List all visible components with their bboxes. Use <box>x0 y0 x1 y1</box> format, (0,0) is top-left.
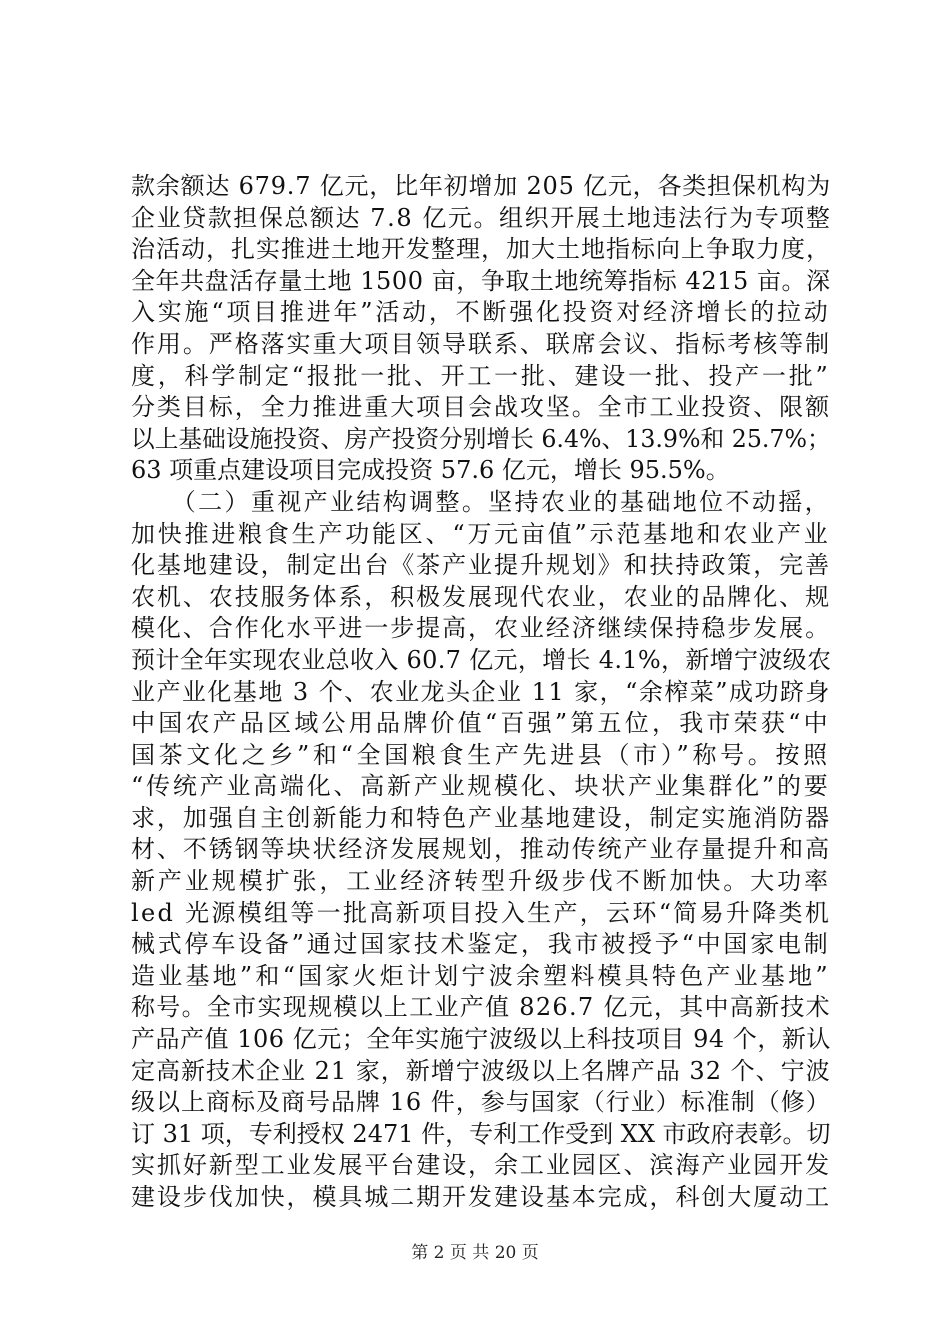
text-line: 农机、农技服务体系，积极发展现代农业，农业的品牌化、规 <box>131 582 831 611</box>
body-text <box>131 171 831 1214</box>
text-line: 订 31 项，专利授权 2471 件，专利工作受到 XX 市政府表彰。切 <box>131 1119 831 1148</box>
text-line: 实抓好新型工业发展平台建设，余工业园区、滨海产业园开发 <box>131 1151 831 1180</box>
text-line: 加快推进粮食生产功能区、“万元亩值”示范基地和农业产业 <box>131 519 831 548</box>
text-line: 模化、合作化水平进一步提高，农业经济继续保持稳步发展。 <box>131 614 831 643</box>
text-line: 级以上商标及商号品牌 16 件，参与国家（行业）标准制（修） <box>131 1088 831 1117</box>
text-line: 款余额达 679.7 亿元，比年初增加 205 亿元，各类担保机构为 <box>131 172 831 200</box>
text-line: （二）重视产业结构调整。坚持农业的基础地位不动摇， <box>131 487 831 516</box>
text-line: 新产业规模扩张，工业经济转型升级步伐不断加快。大功率 <box>131 867 831 896</box>
text-line: 化基地建设，制定出台《茶产业提升规划》和扶持政策，完善 <box>131 551 831 580</box>
text-line: 材、不锈钢等块状经济发展规划，推动传统产业存量提升和高 <box>131 835 831 864</box>
text-line: 业产业化基地 3 个、农业龙头企业 11 家，“余榨菜”成功跻身 <box>131 677 831 706</box>
text-line: 中国农产品区域公用品牌价值“百强”第五位，我市荣获“中 <box>131 709 831 738</box>
text-line: 度，科学制定“报批一批、开工一批、建设一批、投产一批” <box>131 361 831 390</box>
page-footer: 第 2 页 共 20 页 <box>411 1243 539 1263</box>
text-line: 造业基地”和“国家火炬计划宁波余塑料模具特色产业基地” <box>131 961 831 990</box>
text-line: 定高新技术企业 21 家，新增宁波级以上名牌产品 32 个、宁波 <box>131 1056 831 1085</box>
text-line: 建设步伐加快，模具城二期开发建设基本完成，科创大厦动工 <box>131 1183 831 1211</box>
text-line: 入实施“项目推进年”活动，不断强化投资对经济增长的拉动 <box>131 298 831 327</box>
text-line: 全年共盘活存量土地 1500 亩，争取土地统筹指标 4215 亩。深 <box>131 266 831 295</box>
text-line: 企业贷款担保总额达 7.8 亿元。组织开展土地违法行为专项整 <box>131 203 831 232</box>
text-line: 作用。严格落实重大项目领导联系、联席会议、指标考核等制 <box>131 329 831 358</box>
text-line: 械式停车设备”通过国家技术鉴定，我市被授予“中国家电制 <box>131 930 831 959</box>
text-line: 产品产值 106 亿元；全年实施宁波级以上科技项目 94 个，新认 <box>131 1025 831 1054</box>
text-line: 治活动，扎实推进土地开发整理，加大土地指标向上争取力度， <box>131 235 831 264</box>
text-line: 以上基础设施投资、房产投资分别增长 6.4%、13.9%和 25.7%； <box>131 424 831 453</box>
text-line: 预计全年实现农业总收入 60.7 亿元，增长 4.1%，新增宁波级农 <box>131 645 831 674</box>
text-line: 分类目标，全力推进重大项目会战攻坚。全市工业投资、限额 <box>131 393 831 422</box>
text-line: “传统产业高端化、高新产业规模化、块状产业集群化”的要 <box>131 772 831 801</box>
text-line: 国茶文化之乡”和“全国粮食生产先进县（市）”称号。按照 <box>131 740 831 769</box>
text-line: led 光源模组等一批高新项目投入生产，云环“简易升降类机 <box>131 898 831 927</box>
text-line: 63 项重点建设项目完成投资 57.6 亿元，增长 95.5%。 <box>131 456 730 485</box>
text-line: 求，加强自主创新能力和特色产业基地建设，制定实施消防器 <box>131 803 831 832</box>
text-line: 称号。全市实现规模以上工业产值 826.7 亿元，其中高新技术 <box>131 993 831 1022</box>
